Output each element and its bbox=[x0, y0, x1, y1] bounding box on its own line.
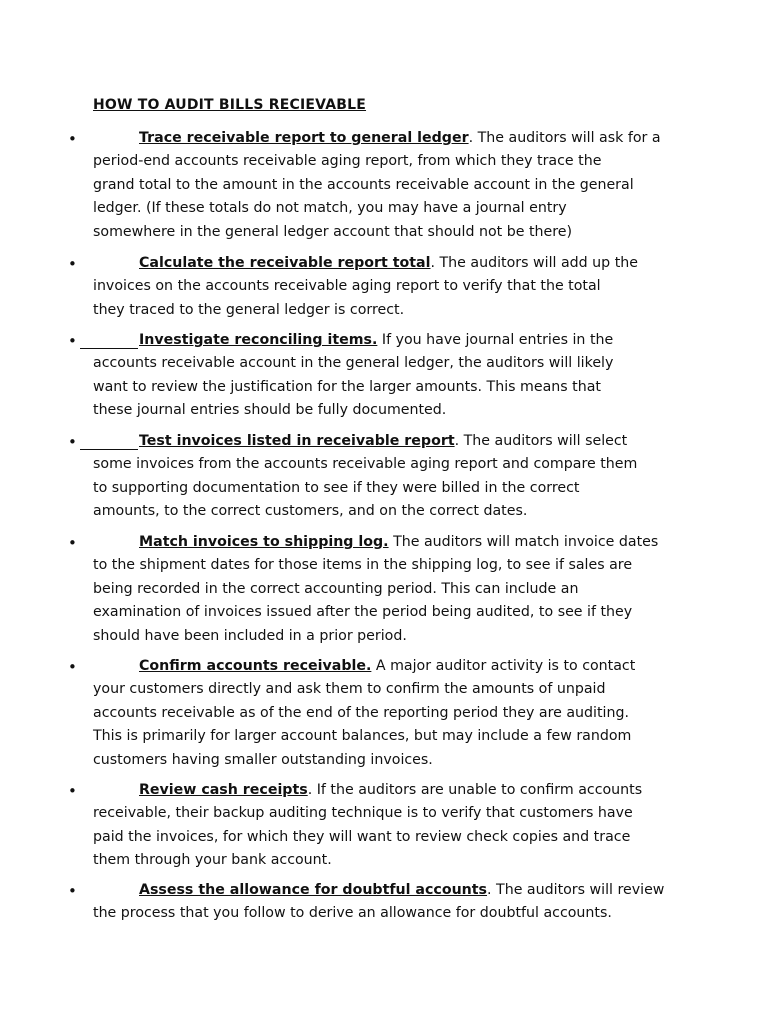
list-item-text: Trace receivable report to general ledger. The auditors will ask for a period-end accounts receivable aging report, from which they trace the grand total to the amount in the accounts receivable account in the general ledger. (If these totals do not match, you may have a journal entry somewhere in the general ledger account that should not be there) bbox=[93, 130, 661, 240]
bullet-icon: • bbox=[68, 332, 77, 350]
list-item-text: Match invoices to shipping log. The auditors will match invoice dates to the shipment dates for those items in the shipping log, to see if sales are being recorded in the correct accounting period. This can include an examination of invoices issued after the period being audited, to see if they should have been included in a prior period. bbox=[93, 534, 659, 644]
step-heading: Confirm accounts receivable. bbox=[139, 658, 372, 674]
list-item-text: Confirm accounts receivable. A major auditor activity is to contact your customers directly and ask them to confirm the amounts of unpaid accounts receivable as of the end of the reporting period they are auditing. This is primarily for larger account balances, but may include a few random customers having smaller outstanding invoices. bbox=[93, 658, 636, 768]
list-item-text: Test invoices listed in receivable report. The auditors will select some invoices from the accounts receivable aging report and compare them to supporting documentation to see if they were billed in the correct amounts, to the correct customers, and on the correct dates. bbox=[93, 433, 638, 520]
list-item-text: Calculate the receivable report total. The auditors will add up the invoices on the accounts receivable aging report to verify that the total they traced to the general ledger is correct. bbox=[93, 255, 638, 318]
list-item-text: Assess the allowance for doubtful accounts. The auditors will review the process that you follow to derive an allowance for doubtful accounts. bbox=[93, 882, 665, 922]
bullet-icon: • bbox=[68, 882, 77, 900]
document-title: HOW TO AUDIT BILLS RECIEVABLE bbox=[93, 97, 367, 113]
bullet-icon: • bbox=[68, 433, 77, 451]
step-heading: Trace receivable report to general ledger bbox=[139, 130, 469, 146]
list-item-text: Investigate reconciling items. If you have journal entries in the accounts receivable account in the general ledger, the auditors will likely want to review the justification for the larger amounts. This means that these journal entries should be fully documented. bbox=[93, 332, 614, 419]
list-item-text: Review cash receipts. If the auditors are unable to confirm accounts receivable, their backup auditing technique is to verify that customers have paid the invoices, for which they will want to review check copies and trace them through your bank account. bbox=[93, 782, 643, 869]
step-heading: Test invoices listed in receivable report bbox=[139, 433, 455, 449]
step-heading: Match invoices to shipping log. bbox=[139, 534, 389, 550]
bullet-icon: • bbox=[68, 534, 77, 552]
step-heading: Review cash receipts bbox=[139, 782, 308, 798]
bullet-icon: • bbox=[68, 255, 77, 273]
step-heading: Investigate reconciling items. bbox=[139, 332, 378, 348]
step-heading: Calculate the receivable report total bbox=[139, 255, 431, 271]
step-heading: Assess the allowance for doubtful accounts bbox=[139, 882, 488, 898]
bullet-icon: • bbox=[68, 658, 77, 676]
bullet-icon: • bbox=[68, 130, 77, 148]
bullet-icon: • bbox=[68, 782, 77, 800]
